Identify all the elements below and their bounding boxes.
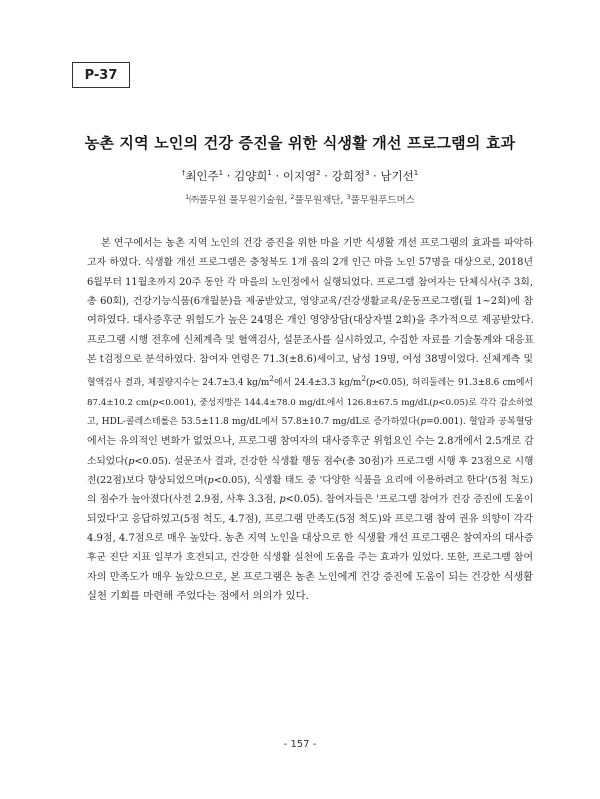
text-run: <0.05), 허리둘레는 91.3±8.6 cm에서 (375, 378, 533, 389)
superscript: 2 (269, 374, 274, 384)
abstract-line: 되었다'고 응답하였고(5점 척도, 4.7점), 프로그램 만족도(5점 척도)와 프로그램 참여 권유 의향이 각각 (87, 513, 533, 525)
affiliation: ㈜풀무원 풀무원기술원, (189, 195, 291, 206)
text-run: 의 점수가 높아졌다(사전 2.9점, 사후 3.3점, (87, 494, 280, 506)
text-run: <0.05). 설문조사 결과, 건강한 식생활 행동 점수(총 30점)가 프로그램 시행 후 23점으로 시행 (134, 455, 534, 467)
affiliation: 풀무원재단, (294, 195, 347, 206)
paper-title: 농촌 지역 노인의 건강 증진을 위한 식생활 개선 프로그램의 효과 (84, 134, 516, 152)
affil-sup: 1 (185, 192, 190, 201)
text-run: 고, HDL-콜레스테롤은 53.5±11.8 mg/dL에서 57.8±10.7 mg/dL로 증가하였다( (87, 417, 421, 428)
text-run: <0.05)로 각각 감소하였 (438, 397, 534, 408)
abstract-line: 프로그램 시행 전후에 신체계측 및 혈액검사, 설문조사를 실시하였고, 수집한 자료를 기술통계와 대응표 (87, 334, 535, 346)
text-run: =0.001). 혈압과 공복혈당 (426, 417, 533, 428)
corresponding-mark: † (181, 169, 186, 178)
text-run: <0.05), 식생활 태도 중 '다양한 식품을 요리에 이용하려고 한다'(5점 척도) (213, 475, 533, 487)
text-run: 에서 24.4±3.3 kg/m (274, 378, 362, 389)
page-number: - 157 - (283, 739, 317, 750)
abstract-line (87, 369, 533, 393)
author-name: 강희정 (331, 169, 365, 183)
author-affil-sup: 3 (364, 169, 370, 178)
affil-sup: 2 (290, 192, 295, 201)
text-run: 소되었다( (87, 455, 129, 467)
author-separator: · (271, 169, 283, 183)
abstract-line: 본 t검정으로 분석하였다. 참여자 연령은 71.3(±8.6)세이고, 남성 19명, 여성 38명이었다. 신체계측 및 (87, 354, 533, 366)
abstract-line: 에서는 유의적인 변화가 없었으나, 프로그램 참여자의 대사증후군 위험요인 수는 2.8개에서 2.5개로 감 (87, 436, 534, 448)
author-affil-sup: 1 (413, 169, 419, 178)
superscript: 2 (361, 374, 367, 384)
p-value-symbol: p (432, 397, 439, 408)
abstract-line (87, 452, 533, 471)
author-name: 김양희 (234, 169, 268, 183)
abstract-line (87, 490, 533, 509)
abstract-line: 본 연구에서는 농촌 지역 노인의 건강 증진을 위한 마을 기반 식생활 개선 프로그램의 효과를 파악하 (101, 238, 533, 249)
author-list (60, 168, 540, 184)
abstract-body (87, 234, 533, 607)
abstract-line: 4.9점, 4.7점으로 매우 높았다. 농촌 지역 노인을 대상으로 한 식생활 개선 프로그램은 참여자의 대사증 (87, 533, 534, 545)
abstract-line: 자의 만족도가 매우 높았으므로, 본 프로그램은 농촌 노인에게 건강 증진에 도움이 되는 건강한 식생활 (87, 571, 533, 583)
author-name: 최인주 (185, 169, 219, 183)
text-run: <0.001), 중성지방은 144.4±78.0 mg/dL에서 126.8±67.5 mg/dL( (158, 397, 433, 408)
affiliation: 풀무원푸드머스 (350, 195, 415, 206)
p-value-symbol: p (128, 455, 135, 467)
text-run: <0.05). 참여자들은 '프로그램 참여가 건강 증진에 도움이 (285, 494, 534, 506)
text-run: 혈액검사 결과, 체질량지수는 24.7±3.4 kg/m (87, 378, 270, 389)
affil-sup: 3 (346, 192, 351, 201)
author-name: 이지영 (282, 169, 317, 183)
abstract-line (87, 394, 533, 413)
author-separator: · (223, 169, 235, 183)
p-value-symbol: p (152, 397, 159, 408)
p-value-symbol: p (369, 378, 376, 389)
abstract-line: 고자 하였다. 식생활 개선 프로그램은 충청북도 1개 읍의 2개 인근 마을 노인 57명을 대상으로, 2018년 (87, 257, 533, 269)
author-affil-sup: 1 (267, 169, 272, 178)
p-value-symbol: p (207, 475, 214, 487)
text-run: 전(22점)보다 향상되었으며( (87, 475, 208, 487)
abstract-line: 총 60회), 건강기능식품(6개월분)을 제공받았고, 영양교육/건강생활교육/운동프로그램(월 1~2회)에 참 (87, 296, 533, 308)
author-separator: · (369, 169, 381, 183)
author-name: 남기선 (380, 169, 414, 183)
abstract-line: 후군 진단 지표 일부가 호전되고, 건강한 식생활 실천에 도움을 주는 효과가 있었다. 또한, 프로그램 참여 (87, 552, 533, 564)
abstract-line: 여하였다. 대사증후군 위험도가 높은 24명은 개인 영양상담(대상자별 2회)을 추가적으로 제공받았다. (87, 315, 534, 327)
poster-code: P-37 (84, 67, 118, 83)
text-run: ( (366, 378, 370, 389)
text-run: 87.4±10.2 cm( (87, 397, 153, 408)
p-value-symbol: p (420, 417, 427, 428)
p-value-symbol: p (279, 494, 286, 506)
abstract-line: 6월부터 11월초까지 20주 동안 각 마을의 노인정에서 실행되었다. 프로그램 참여자는 단체식사(주 3회, (87, 276, 533, 288)
author-separator: · (320, 169, 332, 183)
poster-code-box (72, 62, 130, 88)
abstract-line (87, 471, 533, 490)
author-affil-sup: 1 (218, 169, 224, 178)
affiliation-list (60, 192, 540, 206)
abstract-line: 실천 기회를 마련해 주었다는 점에서 의의가 있다. (87, 590, 309, 603)
author-affil-sup: 2 (316, 169, 321, 178)
abstract-line (87, 413, 533, 432)
